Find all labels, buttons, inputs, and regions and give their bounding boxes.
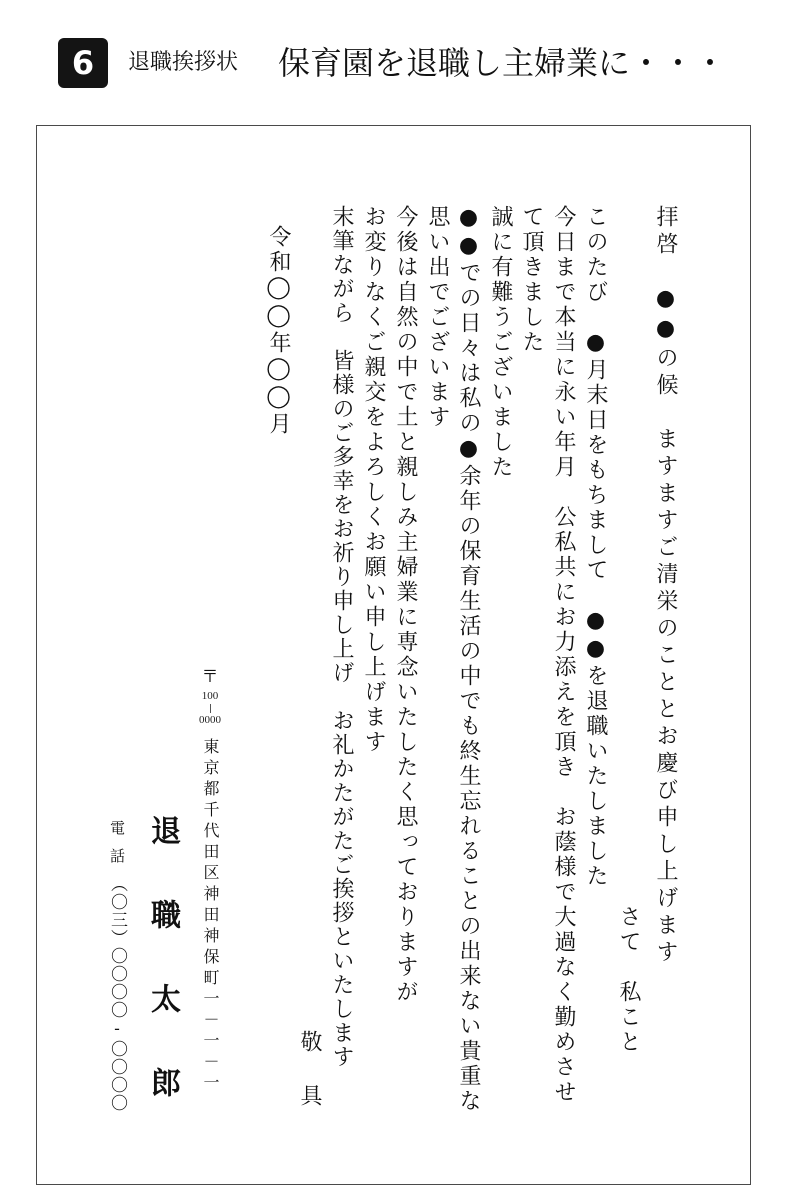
template-number-badge: 6 bbox=[58, 38, 108, 88]
letter-date: 令和◯◯年◯◯月 bbox=[266, 225, 291, 437]
letter-closing: 敬 具 bbox=[297, 1030, 322, 1111]
postal-code-lower: 0000 bbox=[199, 714, 221, 726]
letter-line: お変りなくご親交をよろしくお願い申し上げます bbox=[361, 205, 386, 755]
phone-number: （〇三）〇〇〇〇-〇〇〇〇 bbox=[107, 875, 127, 1112]
letter-line: 思い出でございます bbox=[425, 205, 450, 430]
letter-line: 今後は自然の中で土と親しみ主婦業に専念いたしたく思っておりますが bbox=[393, 205, 418, 1005]
letter-line: て頂きました bbox=[519, 205, 544, 355]
letter-line-greeting: 拝啓 ●●の候 ますますご清栄のこととお慶び申し上げます bbox=[653, 205, 678, 967]
letter-line: 誠に有難うございました bbox=[488, 205, 513, 480]
letter-line: このたび ●月末日をもちまして ●●を退職いたしました bbox=[583, 205, 608, 889]
postal-mark-icon: 〒 bbox=[201, 667, 219, 687]
letter-line: さて 私こと bbox=[616, 905, 641, 1055]
sender-name: 退 職 太 郎 bbox=[145, 815, 180, 1109]
postal-code-divider bbox=[210, 704, 211, 713]
letter-line: 末筆ながら 皆様のご多幸をお祈り申し上げ お礼かたがたご挨拶といたします bbox=[329, 205, 354, 1069]
phone-label: 電話 bbox=[108, 820, 126, 876]
postal-code-upper: 100 bbox=[201, 690, 219, 702]
sender-address: 東京都千代田区神田神保町一－一－一 bbox=[201, 738, 220, 1095]
template-category: 退職挨拶状 bbox=[128, 50, 239, 75]
template-title: 保育園を退職し主婦業に・・・ bbox=[278, 44, 727, 82]
letter-line: ●●での日々は私の●余年の保育生活の中でも終生忘れることの出来ない貴重な bbox=[456, 205, 481, 1114]
letter-line: 今日まで本当に永い年月 公私共にお力添えを頂き お蔭様で大過なく勤めさせ bbox=[551, 205, 576, 1105]
